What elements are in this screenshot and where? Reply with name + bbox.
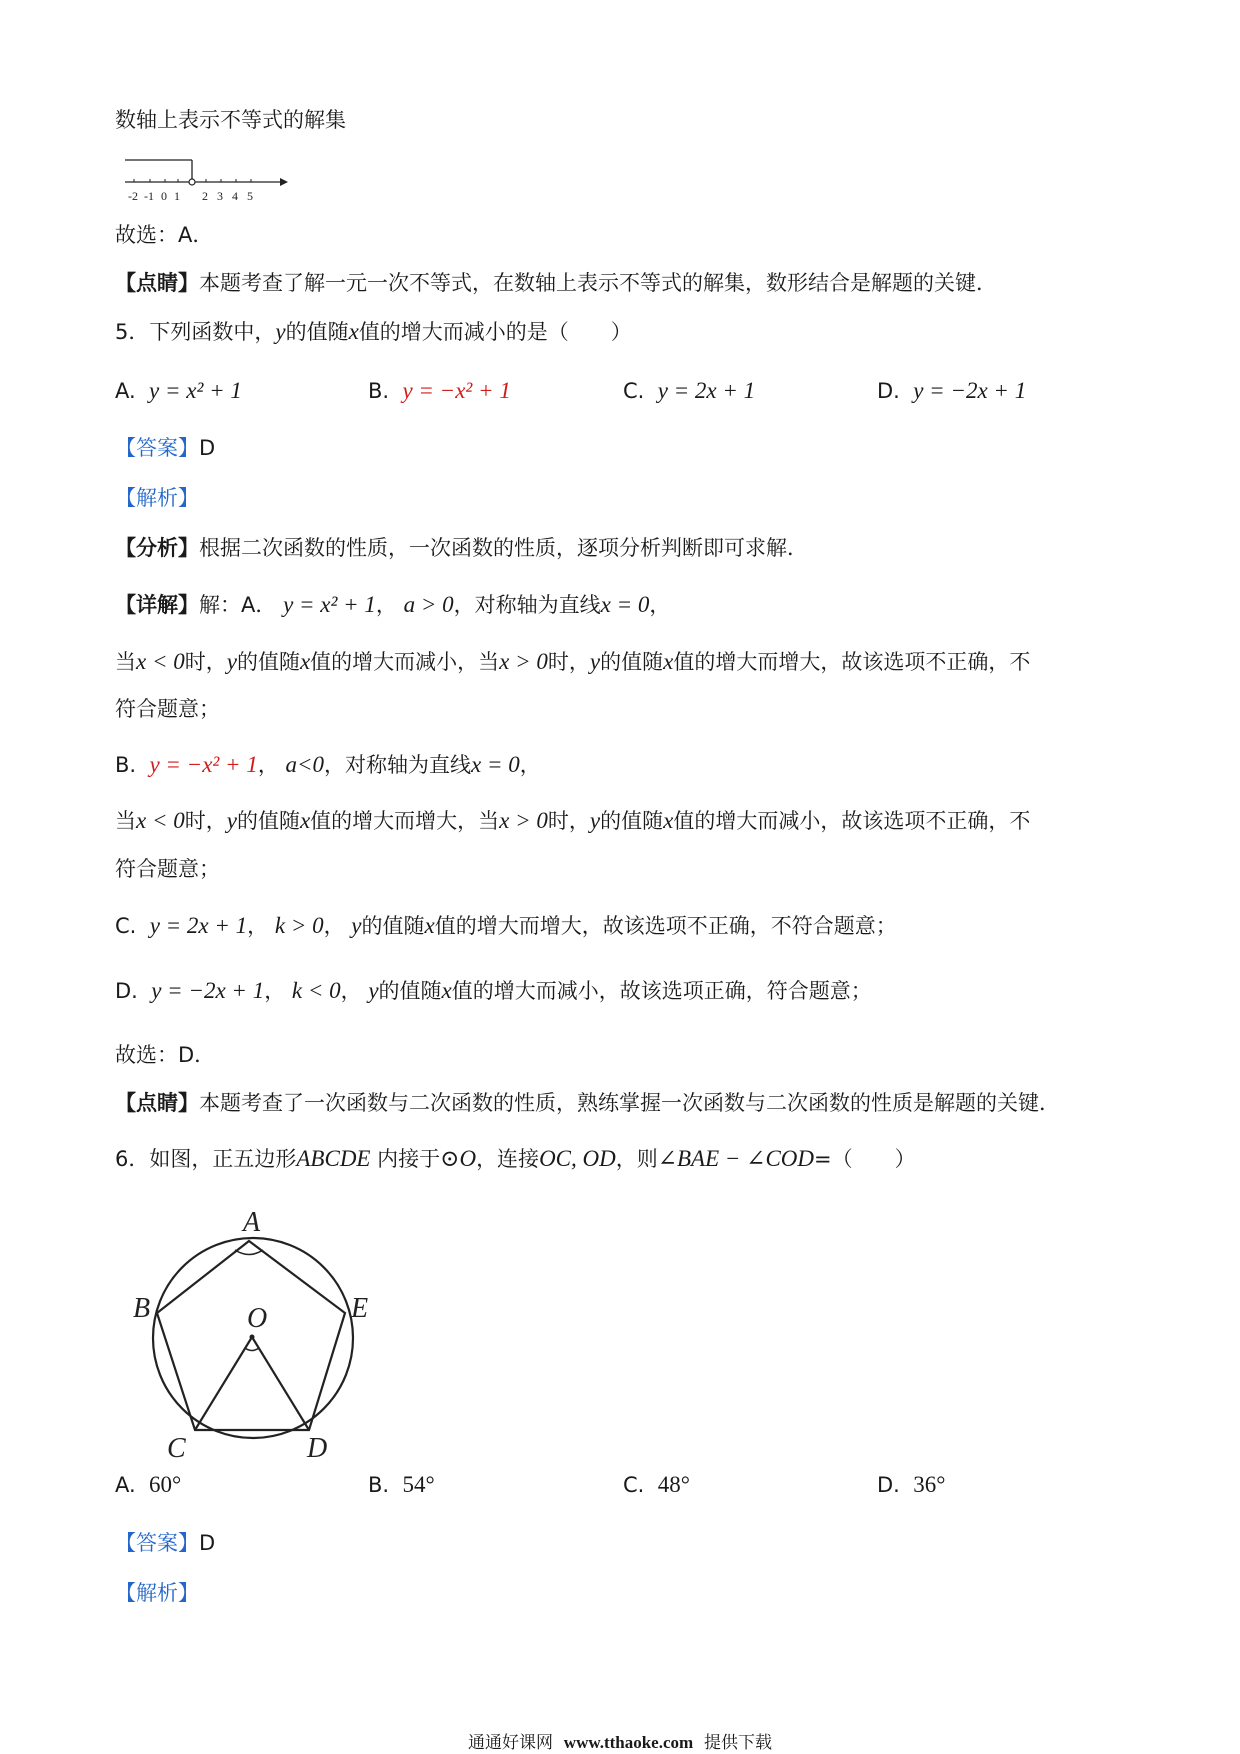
footer-suffix: 提供下载 — [704, 1733, 772, 1753]
condition: x < 0 — [136, 649, 185, 674]
text: 值的增大而减小，故该选项正确，符合题意； — [451, 979, 872, 1003]
text: 时， — [547, 809, 590, 833]
angle-a-arc — [235, 1250, 263, 1255]
tick-label: -1 — [144, 189, 154, 203]
footer-site-name: 通通好课网 — [467, 1733, 553, 1753]
q5-answer — [115, 433, 215, 463]
q5-detail-b: B. y = −x² + 1， a<0，对称轴为直线x = 0， — [115, 752, 541, 777]
angle-expression: ∠BAE − ∠COD — [657, 1146, 815, 1171]
condition: k < 0 — [291, 978, 341, 1003]
q5-detail-d: D. y = −2x + 1， k < 0， y的值随x值的增大而减小，故该选项正确，符合题意； — [115, 978, 872, 1003]
detail-tag: 【详解】 — [115, 593, 199, 617]
var-y: y — [275, 319, 286, 344]
comment-tag: 【点睛】 — [115, 1091, 199, 1115]
angle-o-arc — [245, 1348, 259, 1351]
circle-name: ⊙O — [440, 1146, 477, 1171]
var-x: x — [348, 319, 359, 344]
text: B. — [115, 753, 137, 777]
option-label: C. — [623, 379, 645, 403]
text: 值的增大而增大，当 — [310, 809, 500, 833]
q5-comment — [115, 1088, 1060, 1118]
text: 时， — [184, 809, 227, 833]
answer-value: D — [199, 436, 216, 460]
formula: y = x² + 1 — [283, 592, 376, 617]
prev-conclusion: 故选：A． — [115, 223, 214, 247]
condition: a<0 — [285, 752, 325, 777]
formula: y = 2x + 1 — [149, 913, 248, 938]
footer-url[interactable]: www.tthaoke.com — [563, 1733, 694, 1752]
q5-option-b — [368, 376, 511, 406]
detail-text: 解：A． — [199, 593, 277, 617]
var-y: y — [589, 649, 601, 674]
var-x: x — [299, 649, 311, 674]
q5-detail-c: C. y = 2x + 1， k > 0， y的值随x值的增大而增大，故该选项不正确，不符合题意； — [115, 913, 897, 938]
segment-oc — [195, 1337, 252, 1430]
number-line-figure — [120, 155, 290, 205]
text: 值的增大而增大，故该选项不正确，不 — [673, 650, 1031, 674]
formula: y = −x² + 1 — [149, 752, 258, 777]
vertex-label-e: E — [351, 1293, 369, 1324]
condition: x > 0 — [499, 808, 548, 833]
q5-option-a — [115, 376, 242, 406]
center-point — [250, 1335, 255, 1340]
condition: x > 0 — [499, 649, 548, 674]
tick-label: 4 — [232, 189, 238, 203]
page-footer — [0, 1733, 1240, 1753]
option-label: A. — [115, 1473, 136, 1497]
q5-conclusion: 故选：D． — [115, 1043, 216, 1067]
q6-option-d — [877, 1470, 945, 1500]
tick-label: 3 — [217, 189, 223, 203]
option-label: B. — [368, 1473, 390, 1497]
answer-tag: 【答案】 — [115, 436, 199, 460]
prev-comment — [115, 268, 997, 298]
comment-text: 本题考查了解一元一次不等式，在数轴上表示不等式的解集，数形结合是解题的关键． — [199, 271, 997, 295]
text: ，连接 — [476, 1147, 540, 1171]
text: ，则 — [615, 1147, 658, 1171]
var-x: x — [441, 978, 452, 1003]
text: 的值随 — [600, 809, 664, 833]
var-y: y — [589, 808, 601, 833]
var-x: x — [299, 808, 311, 833]
vertex-label-c: C — [167, 1433, 186, 1464]
answer-tag: 【答案】 — [115, 1531, 199, 1555]
q5-stem — [115, 317, 632, 347]
text: 时， — [547, 650, 590, 674]
q5-para-a1 — [115, 647, 1030, 677]
text: 内接于 — [377, 1147, 441, 1171]
stem-text: 5．下列函数中， — [115, 320, 276, 344]
var-y: y — [368, 978, 379, 1003]
tick-label: 1 — [174, 189, 180, 203]
option-formula: y = 2x + 1 — [657, 378, 756, 403]
option-value: 54° — [402, 1472, 435, 1497]
vertex-label-d: D — [307, 1433, 328, 1464]
q5-fenxi — [115, 533, 808, 563]
text: 的值随 — [600, 650, 664, 674]
q6-option-c — [623, 1470, 690, 1500]
fenxi-tag: 【分析】 — [115, 536, 199, 560]
text: 时， — [184, 650, 227, 674]
var-x: x — [424, 913, 435, 938]
tick-label: -2 — [128, 189, 138, 203]
polygon-name: ABCDE — [296, 1146, 371, 1171]
tick-label: 0 — [161, 189, 167, 203]
text: 值的增大而增大，故该选项不正确，不符合题意； — [434, 914, 897, 938]
option-label: D. — [877, 379, 900, 403]
option-value: 48° — [657, 1472, 690, 1497]
var-x: x — [663, 808, 674, 833]
q6-analysis-tag: 【解析】 — [115, 1581, 199, 1605]
text: =（ ） — [814, 1147, 916, 1171]
text: 6．如图，正五边形 — [115, 1147, 297, 1171]
vertex-label-b: B — [133, 1293, 151, 1324]
formula: y = −2x + 1 — [151, 978, 265, 1003]
option-formula: y = −2x + 1 — [913, 378, 1027, 403]
var-y: y — [226, 808, 237, 833]
text: 的值随 — [236, 809, 300, 833]
text: 的值随 — [378, 979, 442, 1003]
q5-detail-a: 【详解】解：A． y = x² + 1， a > 0，对称轴为直线x = 0， — [115, 592, 671, 617]
var-y: y — [351, 913, 362, 938]
q5-option-d — [877, 376, 1026, 406]
comment-tag: 【点睛】 — [115, 271, 199, 295]
condition: a > 0 — [403, 592, 454, 617]
q5-para-b1 — [115, 806, 1030, 836]
text: 值的增大而减小，当 — [310, 650, 500, 674]
pentagon-circle-figure — [125, 1195, 415, 1465]
axis-equation: x = 0 — [471, 752, 520, 777]
detail-text: ，对称轴为直线 — [453, 593, 601, 617]
q6-stem — [115, 1144, 916, 1174]
fenxi-text: 根据二次函数的性质，一次函数的性质，逐项分析判断即可求解． — [199, 536, 808, 560]
vertex-label-a: A — [243, 1207, 261, 1238]
axis-equation: x = 0 — [600, 592, 650, 617]
text: C. — [115, 914, 137, 938]
var-x: x — [663, 649, 674, 674]
var-y: y — [226, 649, 237, 674]
center-label-o: O — [247, 1303, 268, 1334]
q6-answer — [115, 1528, 215, 1558]
text: 当 — [115, 809, 136, 833]
q5-para-b2: 符合题意； — [115, 857, 220, 881]
stem-text: 值的增大而减小的是（ ） — [358, 320, 632, 344]
option-label: D. — [877, 1473, 900, 1497]
condition: x < 0 — [136, 808, 185, 833]
text: 的值随 — [361, 914, 425, 938]
tick-label: 2 — [202, 189, 208, 203]
tick-label: 5 — [247, 189, 253, 203]
option-label: C. — [623, 1473, 645, 1497]
option-label: B. — [368, 379, 390, 403]
condition: k > 0 — [274, 913, 324, 938]
stem-text: 的值随 — [285, 320, 349, 344]
q6-option-b — [368, 1470, 435, 1500]
text: D. — [115, 979, 138, 1003]
option-value: 60° — [149, 1472, 182, 1497]
option-formula: y = x² + 1 — [149, 378, 242, 403]
segment-od — [252, 1337, 309, 1430]
prev-intro: 数轴上表示不等式的解集 — [115, 108, 346, 132]
q5-analysis-tag: 【解析】 — [115, 486, 199, 510]
text: 值的增大而减小，故该选项不正确，不 — [673, 809, 1031, 833]
option-formula: y = −x² + 1 — [402, 378, 511, 403]
comment-text: 本题考查了一次函数与二次函数的性质，熟练掌握一次函数与二次函数的性质是解题的关键． — [199, 1091, 1060, 1115]
q5-option-c — [623, 376, 755, 406]
option-value: 36° — [913, 1472, 946, 1497]
text: 的值随 — [236, 650, 300, 674]
option-label: A. — [115, 379, 136, 403]
q5-para-a2: 符合题意； — [115, 697, 220, 721]
segments: OC, OD — [539, 1146, 616, 1171]
q6-option-a — [115, 1470, 181, 1500]
text: 当 — [115, 650, 136, 674]
answer-value: D — [199, 1531, 216, 1555]
text: ，对称轴为直线 — [324, 753, 472, 777]
